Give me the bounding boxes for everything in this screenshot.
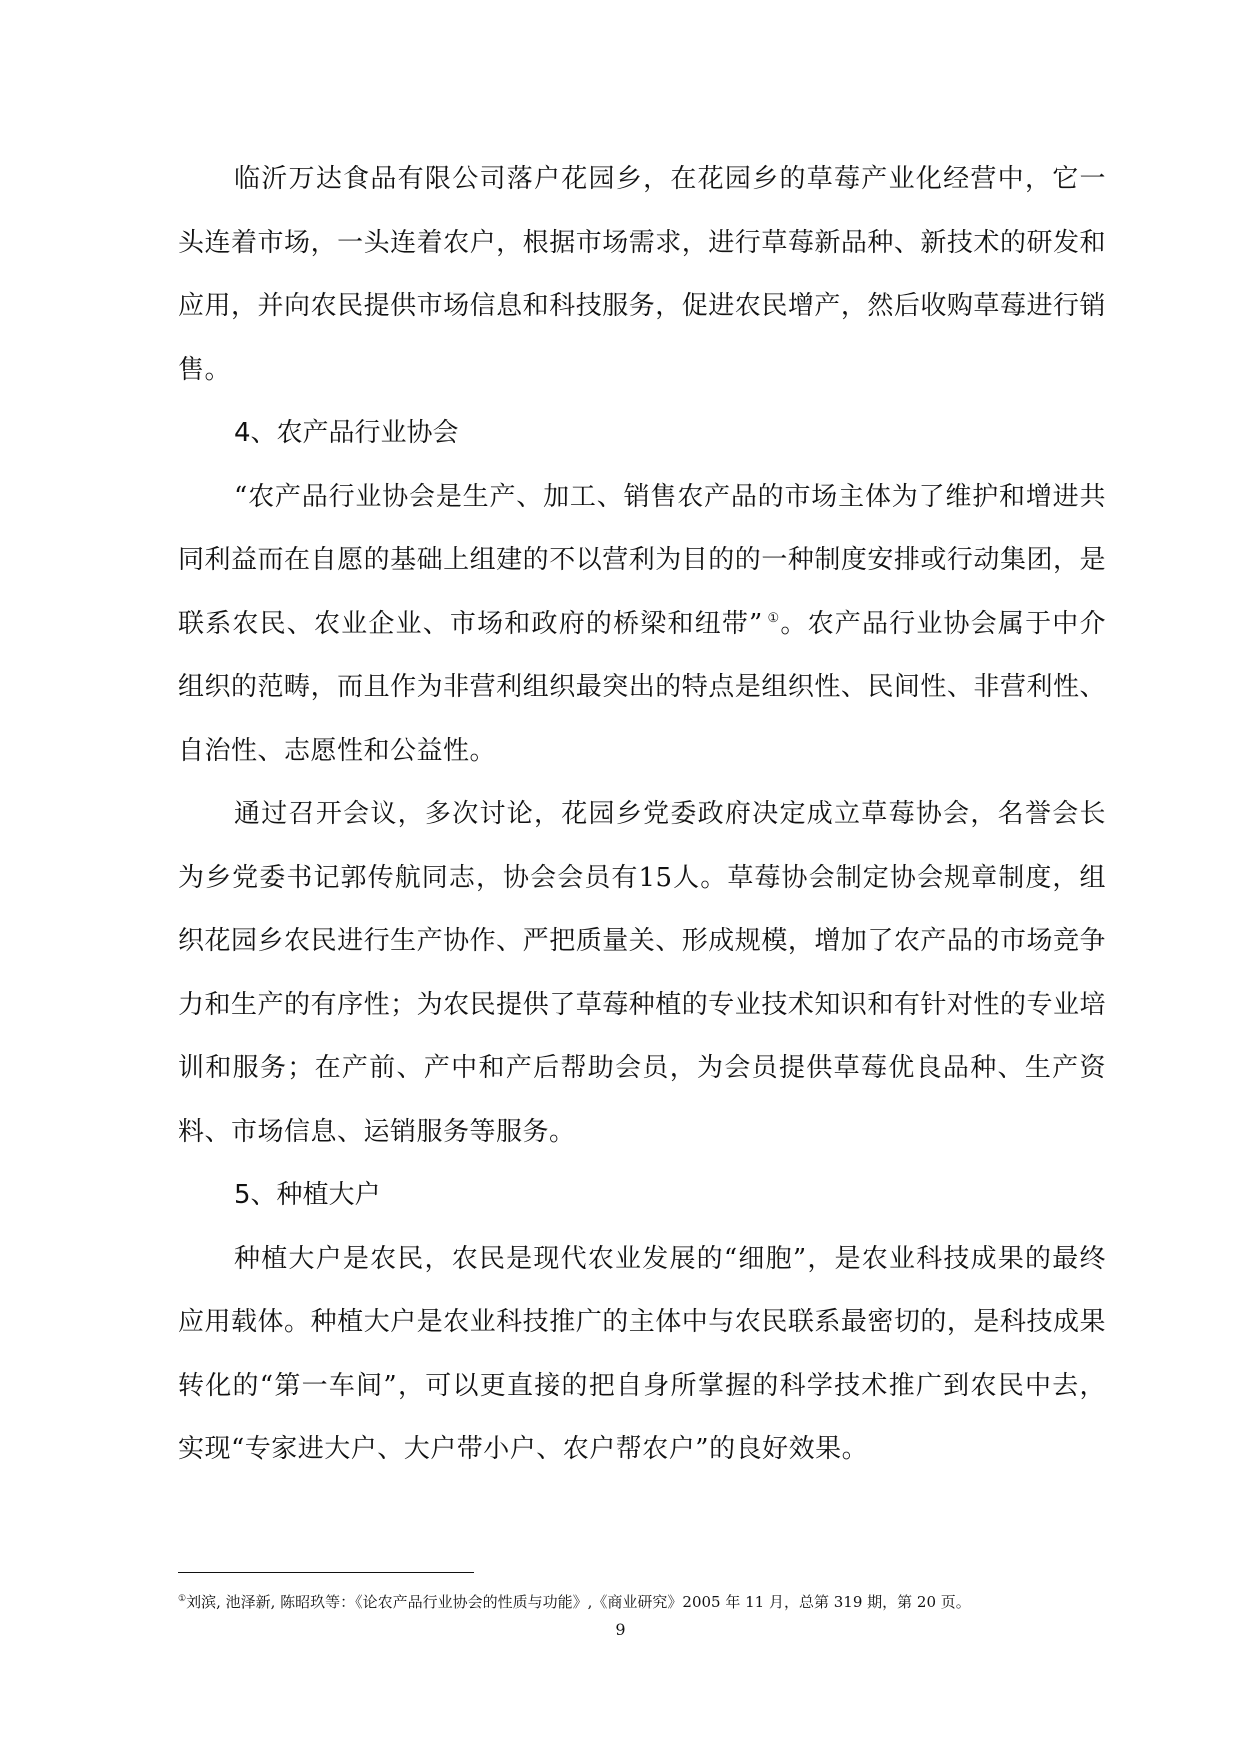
page-number: 9	[615, 1620, 626, 1639]
paragraph-wanda-company: 临沂万达食品有限公司落户花园乡，在花园乡的草莓产业化经营中，它一头连着市场，一头连着农户，根据市场需求，进行草莓新品种、新技术的研发和应用，并向农民提供市场信息和科技服务，促进农民增产，然后收购草莓进行销售。	[178, 164, 1106, 385]
paragraph-large-growers: 种植大户是农民，农民是现代农业发展的“细胞”，是农业科技成果的最终应用载体。种植大户是农业科技推广的主体中与农民联系最密切的，是科技成果转化的“第一车间”，可以更直接的把自身所掌握的科学技术推广到农民中去，实现“专家进大户、大户带小户、农户帮农户”的良好效果。	[178, 1243, 1106, 1464]
body-text	[178, 148, 1106, 1482]
section-heading-large-growers: 5、种植大户	[234, 1180, 381, 1210]
footnote	[178, 1592, 1118, 1612]
paragraph-association-definition-text: “农产品行业协会是生产、加工、销售农产品的市场主体为了维护和增进共同利益而在自愿的基础上组建的不以营利为目的的一种制度安排或行动集团，是联系农民、农业企业、市场和政府的桥梁和纽带”	[178, 481, 1106, 639]
paragraph-association-definition	[178, 466, 1106, 784]
section-heading-industry-association: 4、农产品行业协会	[234, 418, 459, 448]
footnote-reference-mark: ①	[766, 610, 781, 626]
footnote-text: 刘滨, 池泽新, 陈昭玖等：《论农产品行业协会的性质与功能》,《商业研究》2005 年 11 月，总第 319 期，第 20 页。	[186, 1593, 971, 1611]
footnote-separator	[178, 1572, 474, 1573]
paragraph-association-definition-rest: 。农产品行业协会属于中介组织的范畴，而且作为非营利组织最突出的特点是组织性、民间性、非营利性、自治性、志愿性和公益性。	[178, 608, 1106, 766]
footnote-mark: ①	[178, 1594, 187, 1604]
paragraph-strawberry-association: 通过召开会议，多次讨论，花园乡党委政府决定成立草莓协会，名誉会长为乡党委书记郭传航同志，协会会员有15人。草莓协会制定协会规章制度，组织花园乡农民进行生产协作、严把质量关、形成规模，增加了农产品的市场竞争力和生产的有序性；为农民提供了草莓种植的专业技术知识和有针对性的专业培训和服务；在产前、产中和产后帮助会员，为会员提供草莓优良品种、生产资料、市场信息、运销服务等服务。	[178, 799, 1106, 1147]
